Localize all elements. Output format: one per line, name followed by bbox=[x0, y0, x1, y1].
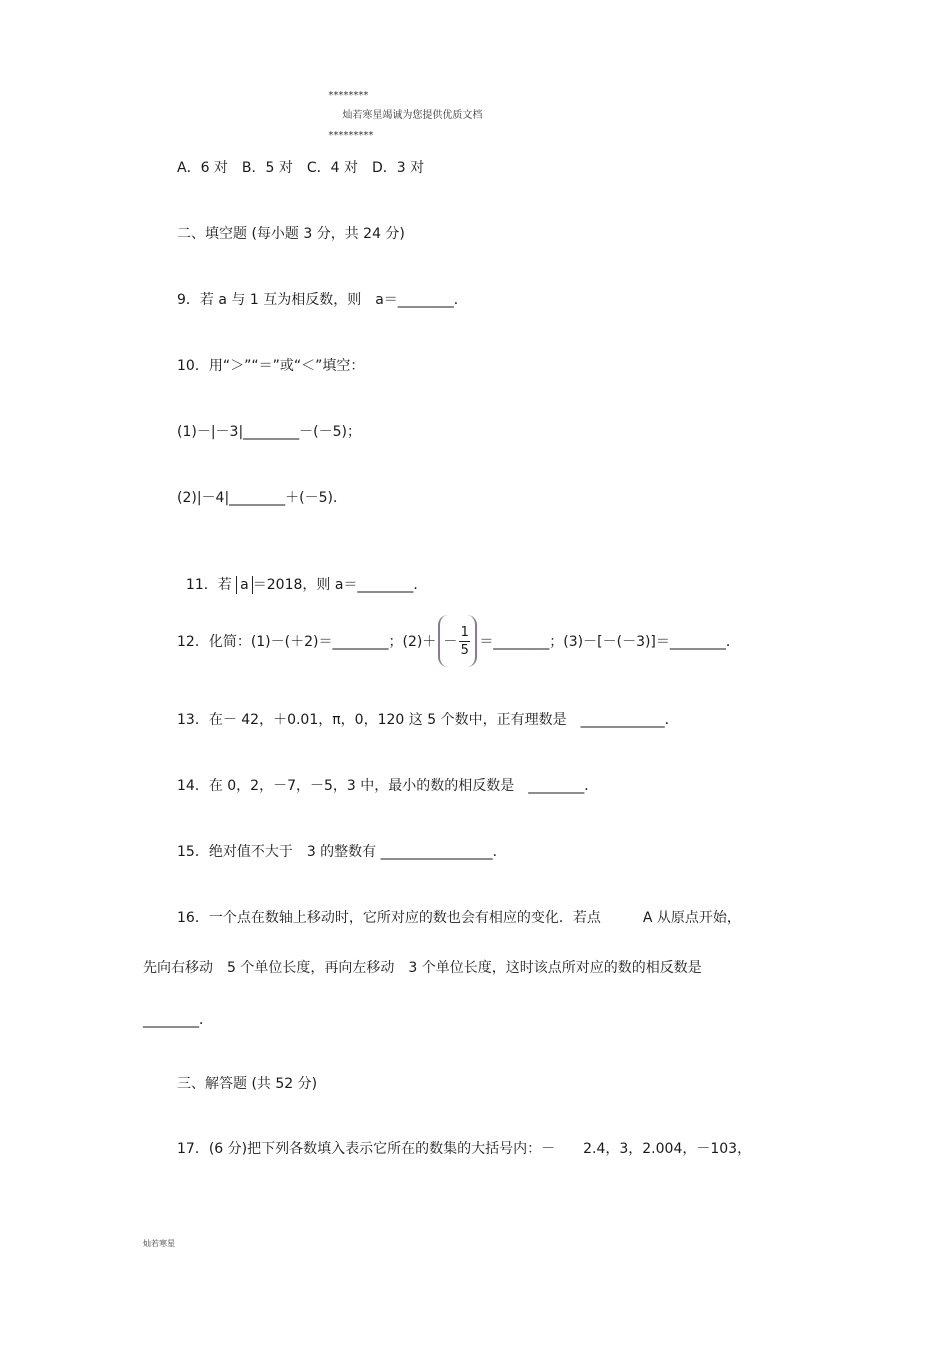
question-16-line-2: 先向右移动 5 个单位长度，再向左移动 3 个单位长度，这时该点所对应的数的相反数是 bbox=[143, 960, 702, 976]
parenthesized-fraction bbox=[438, 615, 477, 667]
fraction-numerator: 1 bbox=[460, 624, 469, 640]
question-14: 14．在 0，2，－7，－5，3 中，最小的数的相反数是 ________． bbox=[177, 778, 599, 794]
header-stars-left: ******** bbox=[328, 90, 369, 101]
question-10-part-2: (2)|－4|________＋(－5)． bbox=[177, 490, 348, 506]
section-heading-answers: 三、解答题 (共 52 分) bbox=[177, 1076, 318, 1092]
question-13: 13．在－ 42，＋0.01，π，0，120 这 5 个数中，正有理数是 ____________． bbox=[177, 712, 679, 728]
header-stars-right: ********* bbox=[328, 130, 374, 141]
question-10-part-1: (1)－|－3|________－(－5)； bbox=[177, 424, 362, 440]
question-17: 17．(6 分)把下列各数填入表示它所在的数集的大括号内：－ 2.4，3，2.004，－103， bbox=[177, 1141, 752, 1157]
question-12-suffix: ＝________；(3)－[－(－3)]＝________． bbox=[479, 634, 740, 650]
question-16-line-3: ________． bbox=[143, 1012, 213, 1028]
question-15: 15．绝对值不大于 3 的整数有 ________________． bbox=[177, 844, 507, 860]
fraction-sign: － bbox=[443, 634, 458, 650]
question-11 bbox=[177, 555, 427, 595]
fraction-denominator: 5 bbox=[460, 642, 469, 658]
page-header bbox=[322, 66, 496, 146]
question-12-prefix: 12．化简：(1)－(＋2)＝________；(2)＋ bbox=[177, 634, 437, 650]
question-11-prefix: 11．若 bbox=[185, 577, 237, 593]
question-16-line-1: 16．一个点在数轴上移动时，它所对应的数也会有相应的变化．若点 A 从原点开始， bbox=[177, 910, 741, 926]
question-12 bbox=[177, 611, 740, 671]
page-footer: 灿若寒星 bbox=[143, 1239, 175, 1248]
question-9: 9．若 a 与 1 互为相反数，则 a＝________． bbox=[177, 292, 468, 308]
question-11-suffix: ＝2018，则 a＝________． bbox=[252, 577, 428, 593]
section-heading-fill-in: 二、填空题 (每小题 3 分，共 24 分) bbox=[177, 226, 405, 242]
answer-options: A．6 对 B．5 对 C．4 对 D．3 对 bbox=[177, 160, 425, 176]
question-10: 10．用“＞”“＝”或“＜”填空： bbox=[177, 358, 365, 374]
fraction bbox=[459, 624, 470, 659]
header-title: 灿若寒星竭诚为您提供优质文档 bbox=[342, 110, 483, 121]
absolute-value-expression: a bbox=[236, 576, 253, 594]
